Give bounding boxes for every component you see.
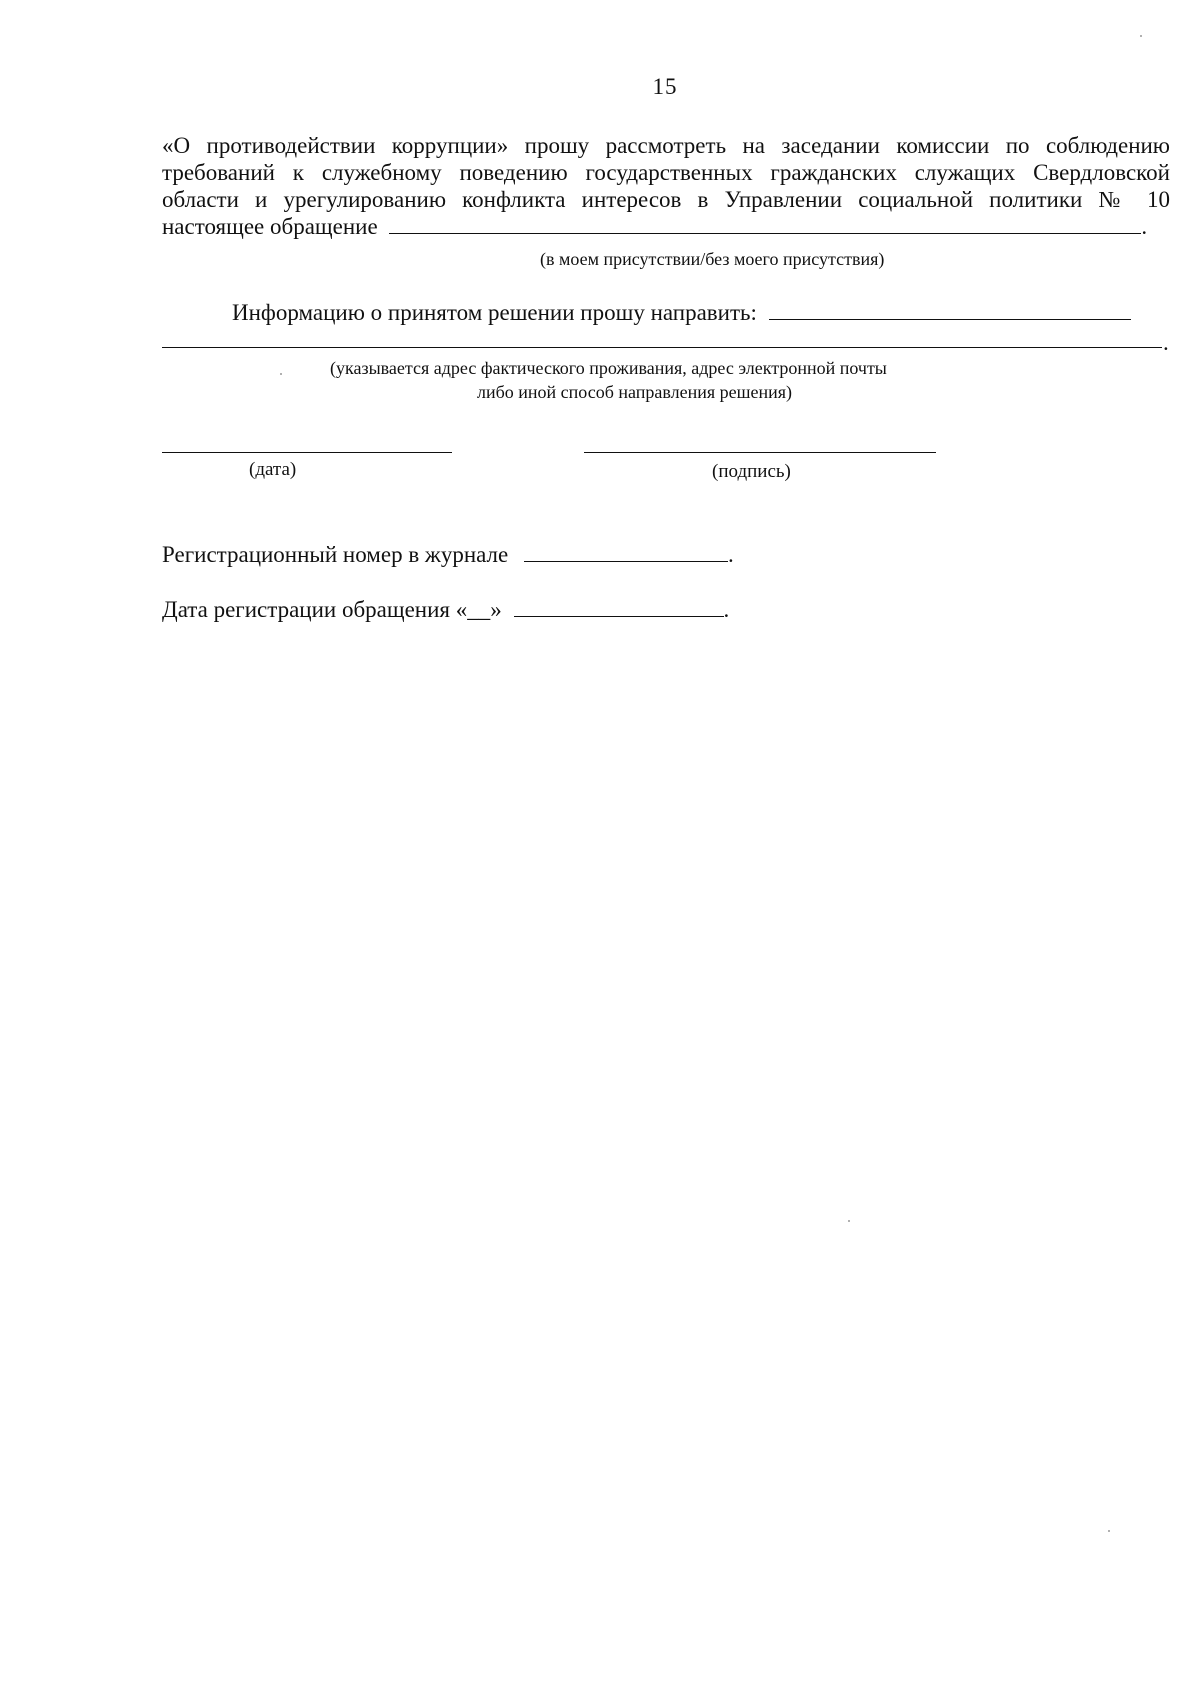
presence-blank[interactable] (389, 213, 1141, 234)
request-line-1: «О противодействии коррупции» прошу рассмотреть на заседании комиссии по соблюдению (162, 133, 1170, 158)
decision-address-line-2[interactable] (162, 347, 1162, 348)
decision-address-blank[interactable] (769, 299, 1131, 320)
registration-number-blank[interactable] (524, 541, 728, 562)
scan-speck (1140, 35, 1142, 37)
request-line-4 (162, 213, 1147, 240)
date-line[interactable] (162, 452, 452, 453)
decision-line-2-end: . (1163, 330, 1169, 355)
decision-hint-line-2: либо иной способ направления решения) (477, 382, 793, 402)
request-line-4-text: настоящее обращение (162, 214, 378, 239)
page-number: 15 (652, 74, 678, 99)
scan-speck (1108, 1530, 1110, 1532)
scan-speck (280, 373, 282, 375)
request-line-2: требований к служебному поведению государственных гражданских служащих Свердловской (162, 160, 1170, 185)
presence-hint: (в моем присутствии/без моего присутствия) (540, 249, 885, 269)
signature-label: (подпись) (712, 461, 791, 482)
scan-speck (848, 1220, 850, 1222)
decision-info-label: Информацию о принятом решении прошу направить: (232, 300, 757, 325)
registration-date-blank[interactable] (514, 596, 724, 617)
registration-date-label: Дата регистрации обращения «__» (162, 597, 502, 622)
registration-number-label: Регистрационный номер в журнале (162, 542, 509, 567)
date-label: (дата) (249, 459, 297, 480)
registration-date-row (162, 596, 729, 623)
registration-number-end: . (727, 542, 734, 567)
registration-number-row (162, 541, 734, 568)
decision-hint-line-1: (указывается адрес фактического проживания, адрес электронной почты (330, 358, 887, 378)
registration-date-end: . (723, 597, 730, 622)
request-line-4-end: . (1141, 214, 1148, 239)
decision-info-row (232, 299, 1131, 326)
request-line-3: области и урегулированию конфликта интересов в Управлении социальной политики № 10 (162, 187, 1170, 212)
signature-line[interactable] (584, 452, 936, 453)
